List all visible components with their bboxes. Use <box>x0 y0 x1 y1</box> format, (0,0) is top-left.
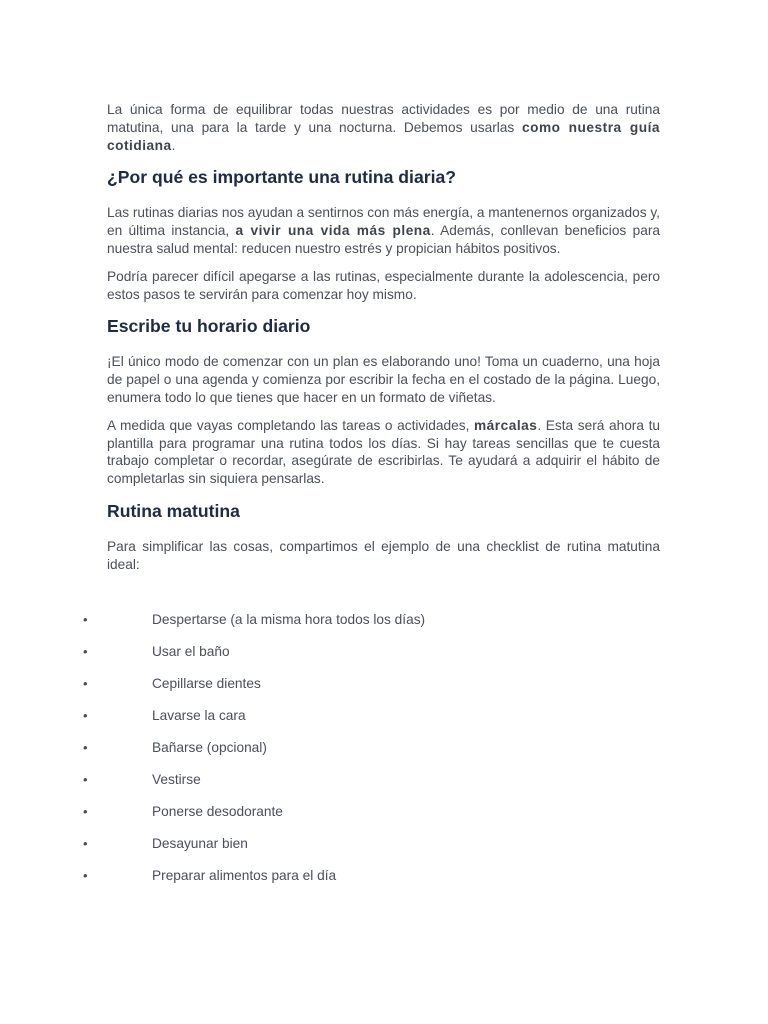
list-item <box>0 866 768 898</box>
schedule-paragraph-2 <box>107 417 660 488</box>
list-item-text: Lavarse la cara <box>152 708 246 723</box>
heading-schedule: Escribe tu horario diario <box>107 316 311 337</box>
list-item-text: Vestirse <box>152 772 201 787</box>
importance-p1-text-end: . Además, conllevan beneficios para nuestra salud mental: reducen nuestro estrés y propician hábitos positivos. <box>107 223 660 256</box>
list-item-text: Cepillarse dientes <box>152 676 261 691</box>
bullet-icon: • <box>83 868 88 883</box>
intro-paragraph <box>107 101 660 154</box>
list-item-text: Desayunar bien <box>152 836 248 851</box>
importance-paragraph-2: Podría parecer difícil apegarse a las rutinas, especialmente durante la adolescencia, pero estos pasos te servirán para comenzar hoy mismo. <box>107 268 660 302</box>
bullet-icon: • <box>83 676 88 691</box>
bullet-icon: • <box>83 708 88 723</box>
list-item <box>0 802 768 834</box>
document-body <box>107 101 660 574</box>
morning-intro-paragraph: Para simplificar las cosas, compartimos el ejemplo de una checklist de rutina matutina ideal: <box>107 538 660 572</box>
heading-morning-routine: Rutina matutina <box>107 500 240 521</box>
bullet-icon: • <box>83 612 88 627</box>
intro-bold-text: como nuestra guía cotidiana <box>107 119 660 153</box>
schedule-p2-text-end: . Esta será ahora tu plantilla para programar una rutina todos los días. Si hay tareas sencillas que te cuesta trabajo completar o recordar, asegúrate de escribirlas. Te ayudará a adquirir el hábito de completarlas sin siquiera pensarlas. <box>107 417 660 487</box>
list-item <box>0 738 768 770</box>
intro-text: La única forma de equilibrar todas nuestras actividades es por medio de una rutina matutina, una para la tarde y una nocturna. Debemos usarlas <box>107 102 660 135</box>
importance-p1-bold: a vivir una vida más plena <box>235 223 431 239</box>
list-item-text: Despertarse (a la misma hora todos los días) <box>152 612 426 627</box>
bullet-icon: • <box>83 836 88 851</box>
schedule-paragraph-1: ¡El único modo de comenzar con un plan es elaborando uno! Toma un cuaderno, una hoja de papel o una agenda y comienza por escribir la fecha en el costado de la página. Luego, enumera todo lo que tienes que hacer en un formato de viñetas. <box>107 354 660 405</box>
list-item-text: Preparar alimentos para el día <box>152 868 337 883</box>
list-item <box>0 674 768 706</box>
list-item <box>0 642 768 674</box>
bullet-icon: • <box>83 644 88 659</box>
bullet-icon: • <box>83 804 88 819</box>
list-item <box>0 610 768 642</box>
list-item <box>0 770 768 802</box>
importance-p1-text: Las rutinas diarias nos ayudan a sentirnos con más energía, a mantenernos organizados y, en última instancia, <box>107 205 660 239</box>
list-item <box>0 834 768 866</box>
bullet-icon: • <box>83 772 88 787</box>
list-item <box>0 706 768 738</box>
list-item-text: Bañarse (opcional) <box>152 740 267 755</box>
intro-text-end: . <box>171 137 176 153</box>
schedule-p2-text: A medida que vayas completando las tareas o actividades, <box>107 417 474 433</box>
importance-paragraph-1 <box>107 204 660 257</box>
heading-importance: ¿Por qué es importante una rutina diaria? <box>107 167 456 188</box>
list-item-text: Usar el baño <box>152 644 230 659</box>
morning-checklist <box>0 610 768 898</box>
list-item-text: Ponerse desodorante <box>152 804 283 819</box>
schedule-p2-bold: márcalas <box>474 417 538 433</box>
bullet-icon: • <box>83 740 88 755</box>
